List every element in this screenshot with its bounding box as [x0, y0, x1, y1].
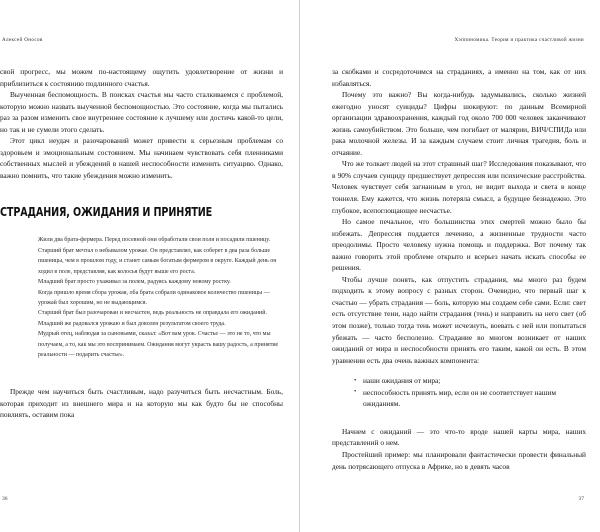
spacer: [332, 366, 586, 375]
spacer: [0, 181, 283, 205]
left-page: [0, 0, 299, 532]
paragraph: Почему это важно? Вы когда-нибудь задумывались, сколько жизней ежегодно уносят суициды? Цифры шокируют: по данным Всемирной организации здравоохранения, каждый год около 700 000 человек заканчивают жизнь самоубийством. Это больше, чем погибает от малярии, ВИЧ/СПИДа или рака молочной железы. И за каждым случаем стоит личная трагедия, боль и отчаяние.: [332, 90, 586, 157]
spacer: [0, 360, 283, 386]
story-paragraph: Жили два брата-фермера. Перед посевной они обработали свои поля и посадили пшеницу.: [38, 237, 271, 244]
list-item: • наши ожидания от мира;: [354, 375, 586, 387]
paragraph: за скобками и сосредоточимся на страданиях, а именно на том, как от них избавляться.: [332, 67, 586, 88]
spacer: [0, 219, 283, 235]
running-head-left: Алексей Оносов: [2, 37, 43, 43]
running-head-right: Хэппиномика. Теория и практика счастливой жизни: [454, 37, 584, 43]
right-page-text-column: [332, 66, 586, 472]
page-number-right: 37: [578, 496, 584, 502]
story-paragraph: Мудрый отец, наблюдая за сыновьями, сказал: «Вот вам урок. Счастье — это не то, что мы получаем, а то, как мы это воспринимаем. Ожидания могут украсть вашу радость, а принятие реальности — подарить счастье».: [38, 331, 279, 358]
story-block: [0, 235, 283, 360]
paragraph: Прежде чем научиться быть счастливым, надо разучиться быть несчастным. Боль, которая приходит из внешнего мира и на которую мы как будто бы не способны повлиять, оставим пока: [0, 387, 283, 420]
paragraph: Этот цикл неудач и разочарований может привести к серьезным проблемам со здоровьем и эмоциональным состоянием. Мы начинаем чувствовать себя пленниками собственных мыслей и убеждений в нашей неспособности изменить ситуацию. Однако, важно помнить, что такие убеждения можно изменить.: [0, 136, 283, 180]
paragraph: Начнем с ожиданий — это что-то вроде нашей карты мира, наших представлений о нем.: [332, 426, 586, 448]
story-paragraph: Младший брат просто ухаживал за полем, радуясь каждому новому ростку.: [38, 279, 231, 286]
list-item: • неспособность принять мир, если он не соответствует нашим ожиданиям.: [354, 387, 586, 410]
bullet-list: [332, 375, 586, 410]
story-paragraph: Когда пришло время сбора урожая, оба брата собрали одинаковое количество пшеницы — урожай был хорошим, но не выдающимся.: [38, 289, 270, 306]
paragraph: Простейший пример: мы планировали фантастически провести финальный день потрясающего отпуска в Африке, но в девять часов: [332, 449, 586, 471]
right-page: [300, 0, 600, 532]
left-page-text-column: [0, 66, 283, 421]
paragraph: свой прогресс, мы можем по-настоящему ощутить удовлетворение от жизни и приблизиться к состоянию подлинного счастья.: [0, 67, 283, 88]
story-paragraph: Старший брат был разочарован и несчастен, ведь реальность не оправдала его ожиданий. Младший же радовался урожаю и был доволен результатом своего труда.: [38, 310, 267, 327]
paragraph: Чтобы лучше понять, как отпустить страдания, мы много раз будем подходить к этому вопросу с разных сторон. Очевидно, что первый шаг к счастью — убрать страдания — боль, которую мы создаем себе сами. Если: свет есть отсутствие тени, надо найти страдания (тень) и направить на него свет (об этом позже), только тогда тень может исчезнуть, воевать с ней или попытаться убежать — часто бесполезно. Страдание во многом возникает от наших ожиданий от мира и неспособности принять его таким, какой он есть. В этом уравнении есть два очень важных компонента:: [332, 274, 586, 365]
paragraph: Но самое печальное, что большинства этих смертей можно было бы избежать. Депрессия поддается лечению, а жизненные трудности часто преодолимы. Просто человеку нужна помощь и поддержка. Вот почему так важно говорить этой проблеме открыто и всерьез начать искать способы ее решения.: [332, 217, 586, 273]
spacer: [332, 410, 586, 426]
page-number-left: 36: [2, 496, 8, 502]
paragraph: Выученная беспомощность. В поисках счастья мы часто сталкиваемся с проблемой, которую можно назвать выученной беспомощностью. Это состояние, когда мы пытались раз за разом изменить свое внутреннее состояние к лучшему или достичь какой-то цели, но так и не сумели этого сделать.: [0, 90, 283, 134]
paragraph: Что же толкает людей на этот страшный шаг? Исследования показывают, что в 90% случаев суициду предшествует депрессия или психические расстройства. Человек чувствует себя загнанным в угол, не видит выхода и света в конце тоннеля. Ему кажется, что жизнь потеряла смысл, а будущее безнадежно. Это глубокое, всепоглощающее несчастье.: [332, 159, 586, 215]
section-heading: СТРАДАНИЯ, ОЖИДАНИЯ И ПРИНЯТИЕ: [0, 204, 213, 220]
story-paragraph: Старший брат мечтал о небывалом урожае. Он представлял, как соберет в два раза больше пшеницы, чем в прошлом году, и станет самым богатым фермером в округе. Каждый день он ходил в поле, представляя, как колосья будут выше его роста.: [38, 247, 277, 275]
